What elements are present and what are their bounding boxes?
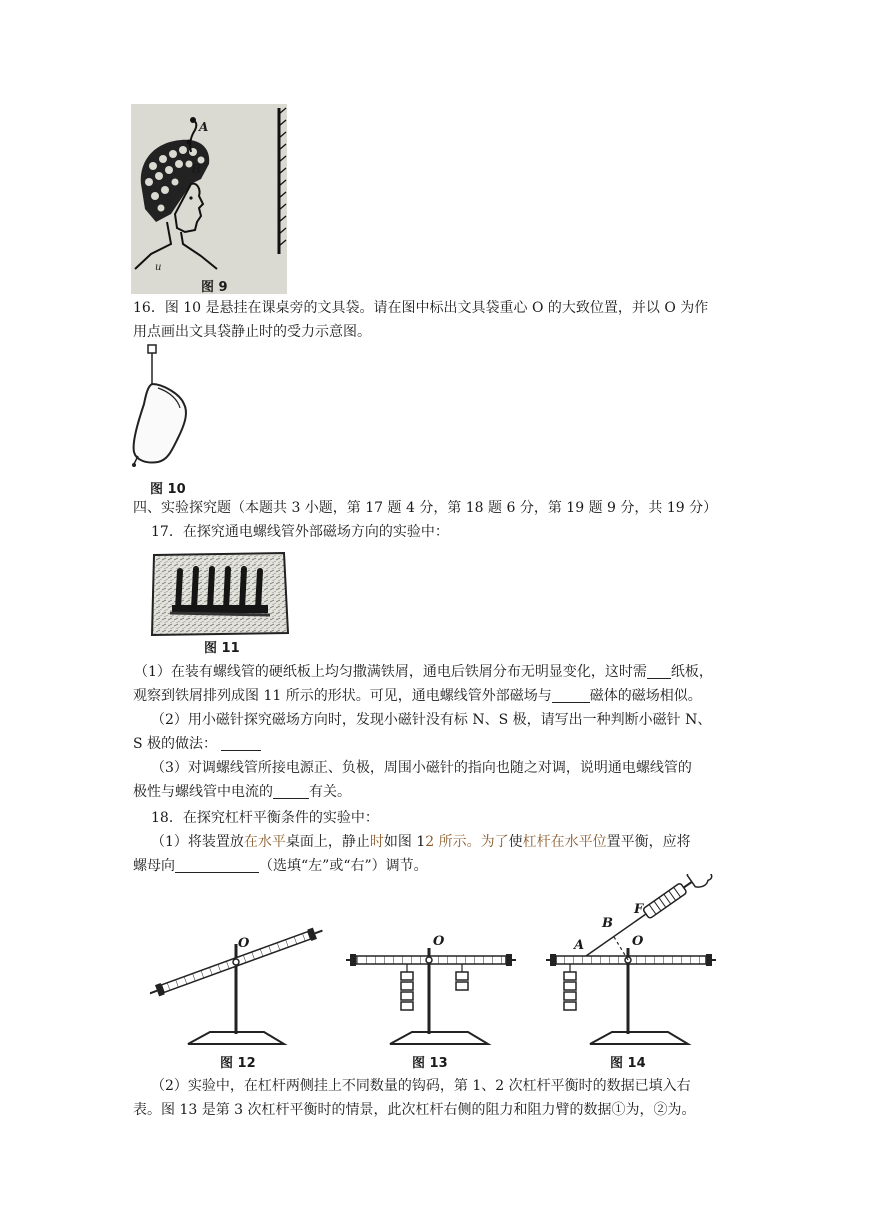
q18-p2-line-2: 表。图 13 是第 3 次杠杆平衡时的情景，此次杠杆右侧的阻力和阻力臂的数据①为，②为。 <box>133 1102 696 1118</box>
figure-9-label-b: B <box>191 162 202 176</box>
q17-p1-line-2-b: 磁体的磁场相似。 <box>589 688 702 704</box>
q17-p2-line-1: （2）用小磁针探究磁场方向时，发现小磁针没有标 N、S 极，请写出一种判断小磁针 N、 <box>151 712 712 728</box>
figure-14-label-b: B <box>602 916 613 931</box>
q18-p1-seg-3: 桌面上，静止 <box>285 834 370 850</box>
q16-line-1: 16．图 10 是悬挂在课桌旁的文具袋。请在图中标出文具袋重心 O 的大致位置，并以 O 为作 <box>133 300 709 316</box>
q17-p3-line-2 <box>133 782 351 802</box>
figure-14-label-f: F <box>634 902 644 917</box>
figure-12-label-o: O <box>238 936 250 951</box>
q18-p1-line-1 <box>151 832 691 852</box>
q17-blank-4[interactable] <box>273 784 309 799</box>
figure-10-caption: 图 10 <box>150 482 186 497</box>
q18-p1-line-2-b: （选填“左”或“右”）调节。 <box>259 858 428 874</box>
figure-10 <box>128 342 198 498</box>
figure-13-caption: 图 13 <box>412 1056 448 1071</box>
q17-p1-line-1-b: 纸板， <box>670 664 713 680</box>
section-4-heading: 四、实验探究题（本题共 3 小题，第 17 题 4 分，第 18 题 6 分，第 19 题 9 分，共 19 分） <box>133 500 718 516</box>
svg-text:u: u <box>155 262 162 273</box>
q17-p1-line-1-a: （1）在装有螺线管的硬纸板上均匀撒满铁屑，通电后铁屑分布无明显变化，这时需 <box>134 664 647 680</box>
figure-13-label-o: O <box>433 934 445 949</box>
q17-blank-2[interactable] <box>552 688 590 703</box>
figure-13-drawing <box>346 948 516 1044</box>
figure-11 <box>150 551 290 659</box>
q18-p1-line-2-a: 螺母向 <box>133 858 175 874</box>
q17-p3-line-2-a: 极性与螺线管中电流的 <box>133 784 273 800</box>
q17-p3-line-1: （3）对调螺线管所接电源正、负极，周围小磁针的指向也随之对调，说明通电螺线管的 <box>151 760 692 776</box>
q17-p2-line-2 <box>133 734 261 754</box>
figure-14-caption: 图 14 <box>610 1056 646 1071</box>
figure-9 <box>131 104 287 294</box>
q17-blank-1[interactable] <box>647 664 671 679</box>
q18-intro: 18．在探究杠杆平衡条件的实验中： <box>151 810 379 826</box>
figure-9-label-a: A <box>199 120 209 134</box>
figure-14-label-a: A <box>574 938 585 953</box>
q18-p1-seg-4: 时 <box>369 834 384 850</box>
q18-p2-line-1: （2）实验中，在杠杆两侧挂上不同数量的钩码，第 1、2 次杠杆平衡时的数据已填入右 <box>151 1078 691 1094</box>
figures-12-14 <box>150 874 720 1074</box>
q18-p1-seg-2: 在水平 <box>243 834 286 850</box>
q18-p1-line-2 <box>133 856 428 876</box>
q18-p1-seg-8: 杠杆在水平位 <box>522 834 607 850</box>
q18-blank-1[interactable] <box>175 858 259 873</box>
figure-9-caption: 图 9 <box>201 280 228 295</box>
figure-11-caption: 图 11 <box>204 641 240 656</box>
figure-11-drawing <box>150 551 290 637</box>
q17-p2-line-2-text: S 极的做法： <box>133 736 218 752</box>
q18-p1-seg-9: 置平衡，应将 <box>606 834 691 850</box>
q17-intro: 17．在探究通电螺线管外部磁场方向的实验中： <box>151 524 449 540</box>
q18-p1-seg-1: （1）将装置放 <box>151 834 244 850</box>
q17-p1-line-2 <box>133 686 702 706</box>
figure-9-drawing <box>131 104 287 294</box>
figure-12-caption: 图 12 <box>220 1056 256 1071</box>
q18-p1-seg-7: 使 <box>508 834 523 850</box>
q17-p1-line-1 <box>134 662 713 682</box>
q16-line-2: 用点画出文具袋静止时的受力示意图。 <box>133 324 371 340</box>
q17-p3-line-2-b: 有关。 <box>309 784 351 800</box>
figure-10-drawing <box>128 342 198 472</box>
figure-14-drawing <box>546 874 716 1044</box>
q18-p1-seg-6: 2 所示。为了 <box>425 834 509 850</box>
q17-p1-line-2-a: 观察到铁屑排列成图 11 所示的形状。可见，通电螺线管外部磁场与 <box>133 688 552 704</box>
q17-blank-3[interactable] <box>221 736 261 751</box>
q18-p1-seg-5: 如图 1 <box>383 834 426 850</box>
figure-14-label-o: O <box>632 934 644 949</box>
